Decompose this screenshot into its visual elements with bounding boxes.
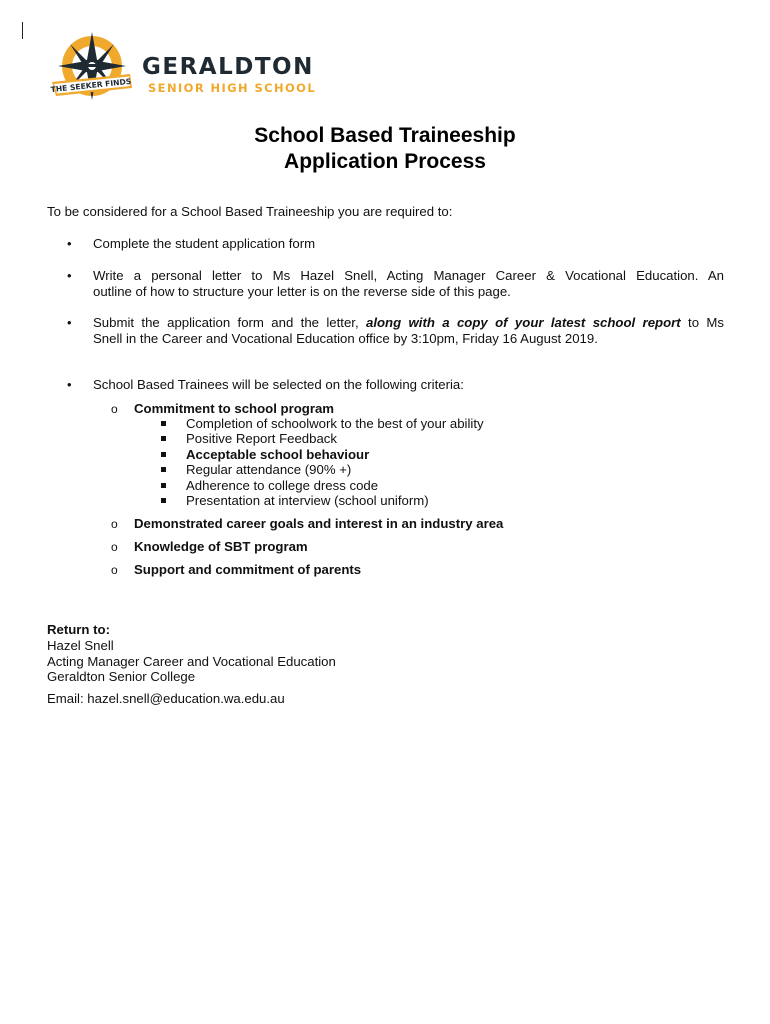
intro-text: To be considered for a School Based Traineeship you are required to: xyxy=(47,204,453,219)
return-role: Acting Manager Career and Vocational Education xyxy=(47,654,336,669)
requirement-2-line-2: outline of how to structure your letter is on the reverse side of this page. xyxy=(93,284,511,299)
requirement-3-line-2: Snell in the Career and Vocational Education office by 3:10pm, Friday 16 August 2019. xyxy=(93,331,598,346)
bullet-icon: • xyxy=(67,236,72,251)
bullet-icon: • xyxy=(67,377,72,392)
logo-school-name: GERALDTON xyxy=(142,54,314,80)
requirement-4: School Based Trainees will be selected on the following criteria: xyxy=(93,377,464,392)
circle-bullet-icon: o xyxy=(111,563,118,577)
criterion-1-item-2: Positive Report Feedback xyxy=(186,431,337,446)
criterion-1-item-3: Acceptable school behaviour xyxy=(186,447,370,462)
criterion-2: Demonstrated career goals and interest in an industry area xyxy=(134,516,504,531)
criterion-4: Support and commitment of parents xyxy=(134,562,362,577)
logo-ribbon: THE SEEKER FINDS xyxy=(50,76,132,95)
square-bullet-icon xyxy=(161,467,166,472)
return-name: Hazel Snell xyxy=(47,638,114,653)
criterion-1-item-5: Adherence to college dress code xyxy=(186,478,379,493)
criterion-1-item-1: Completion of schoolwork to the best of your ability xyxy=(186,416,484,431)
square-bullet-icon xyxy=(161,436,166,441)
requirement-1: Complete the student application form xyxy=(93,236,316,251)
criterion-1: Commitment to school program xyxy=(134,401,335,416)
bullet-icon: • xyxy=(67,268,72,283)
compass-emblem-icon xyxy=(50,30,140,110)
text-cursor xyxy=(22,22,23,39)
bullet-icon: • xyxy=(67,315,72,330)
square-bullet-icon xyxy=(161,452,166,457)
square-bullet-icon xyxy=(161,483,166,488)
return-org: Geraldton Senior College xyxy=(47,669,196,684)
circle-bullet-icon: o xyxy=(111,402,118,416)
criterion-3: Knowledge of SBT program xyxy=(134,539,308,554)
page-subtitle: Application Process xyxy=(284,150,486,173)
requirement-3-post: to Ms xyxy=(680,315,724,330)
logo-school-subtitle: SENIOR HIGH SCHOOL xyxy=(148,81,317,95)
return-email: Email: hazel.snell@education.wa.edu.au xyxy=(47,691,285,706)
requirement-2-line-1: Write a personal letter to Ms Hazel Snell, Acting Manager Career & Vocational Education. An xyxy=(93,268,724,283)
requirement-3-emphasis: along with a copy of your latest school report xyxy=(365,315,681,330)
requirement-3-line-1 xyxy=(93,315,724,331)
square-bullet-icon xyxy=(161,421,166,426)
criterion-1-item-6: Presentation at interview (school uniform) xyxy=(186,493,429,508)
school-logo xyxy=(50,30,320,110)
return-heading: Return to: xyxy=(47,622,110,637)
page-title: School Based Traineeship xyxy=(254,124,516,147)
circle-bullet-icon: o xyxy=(111,517,118,531)
requirement-3-pre: Submit the application form and the letter, xyxy=(93,315,366,330)
circle-bullet-icon: o xyxy=(111,540,118,554)
square-bullet-icon xyxy=(161,498,166,503)
criterion-1-item-4: Regular attendance (90% +) xyxy=(186,462,352,477)
